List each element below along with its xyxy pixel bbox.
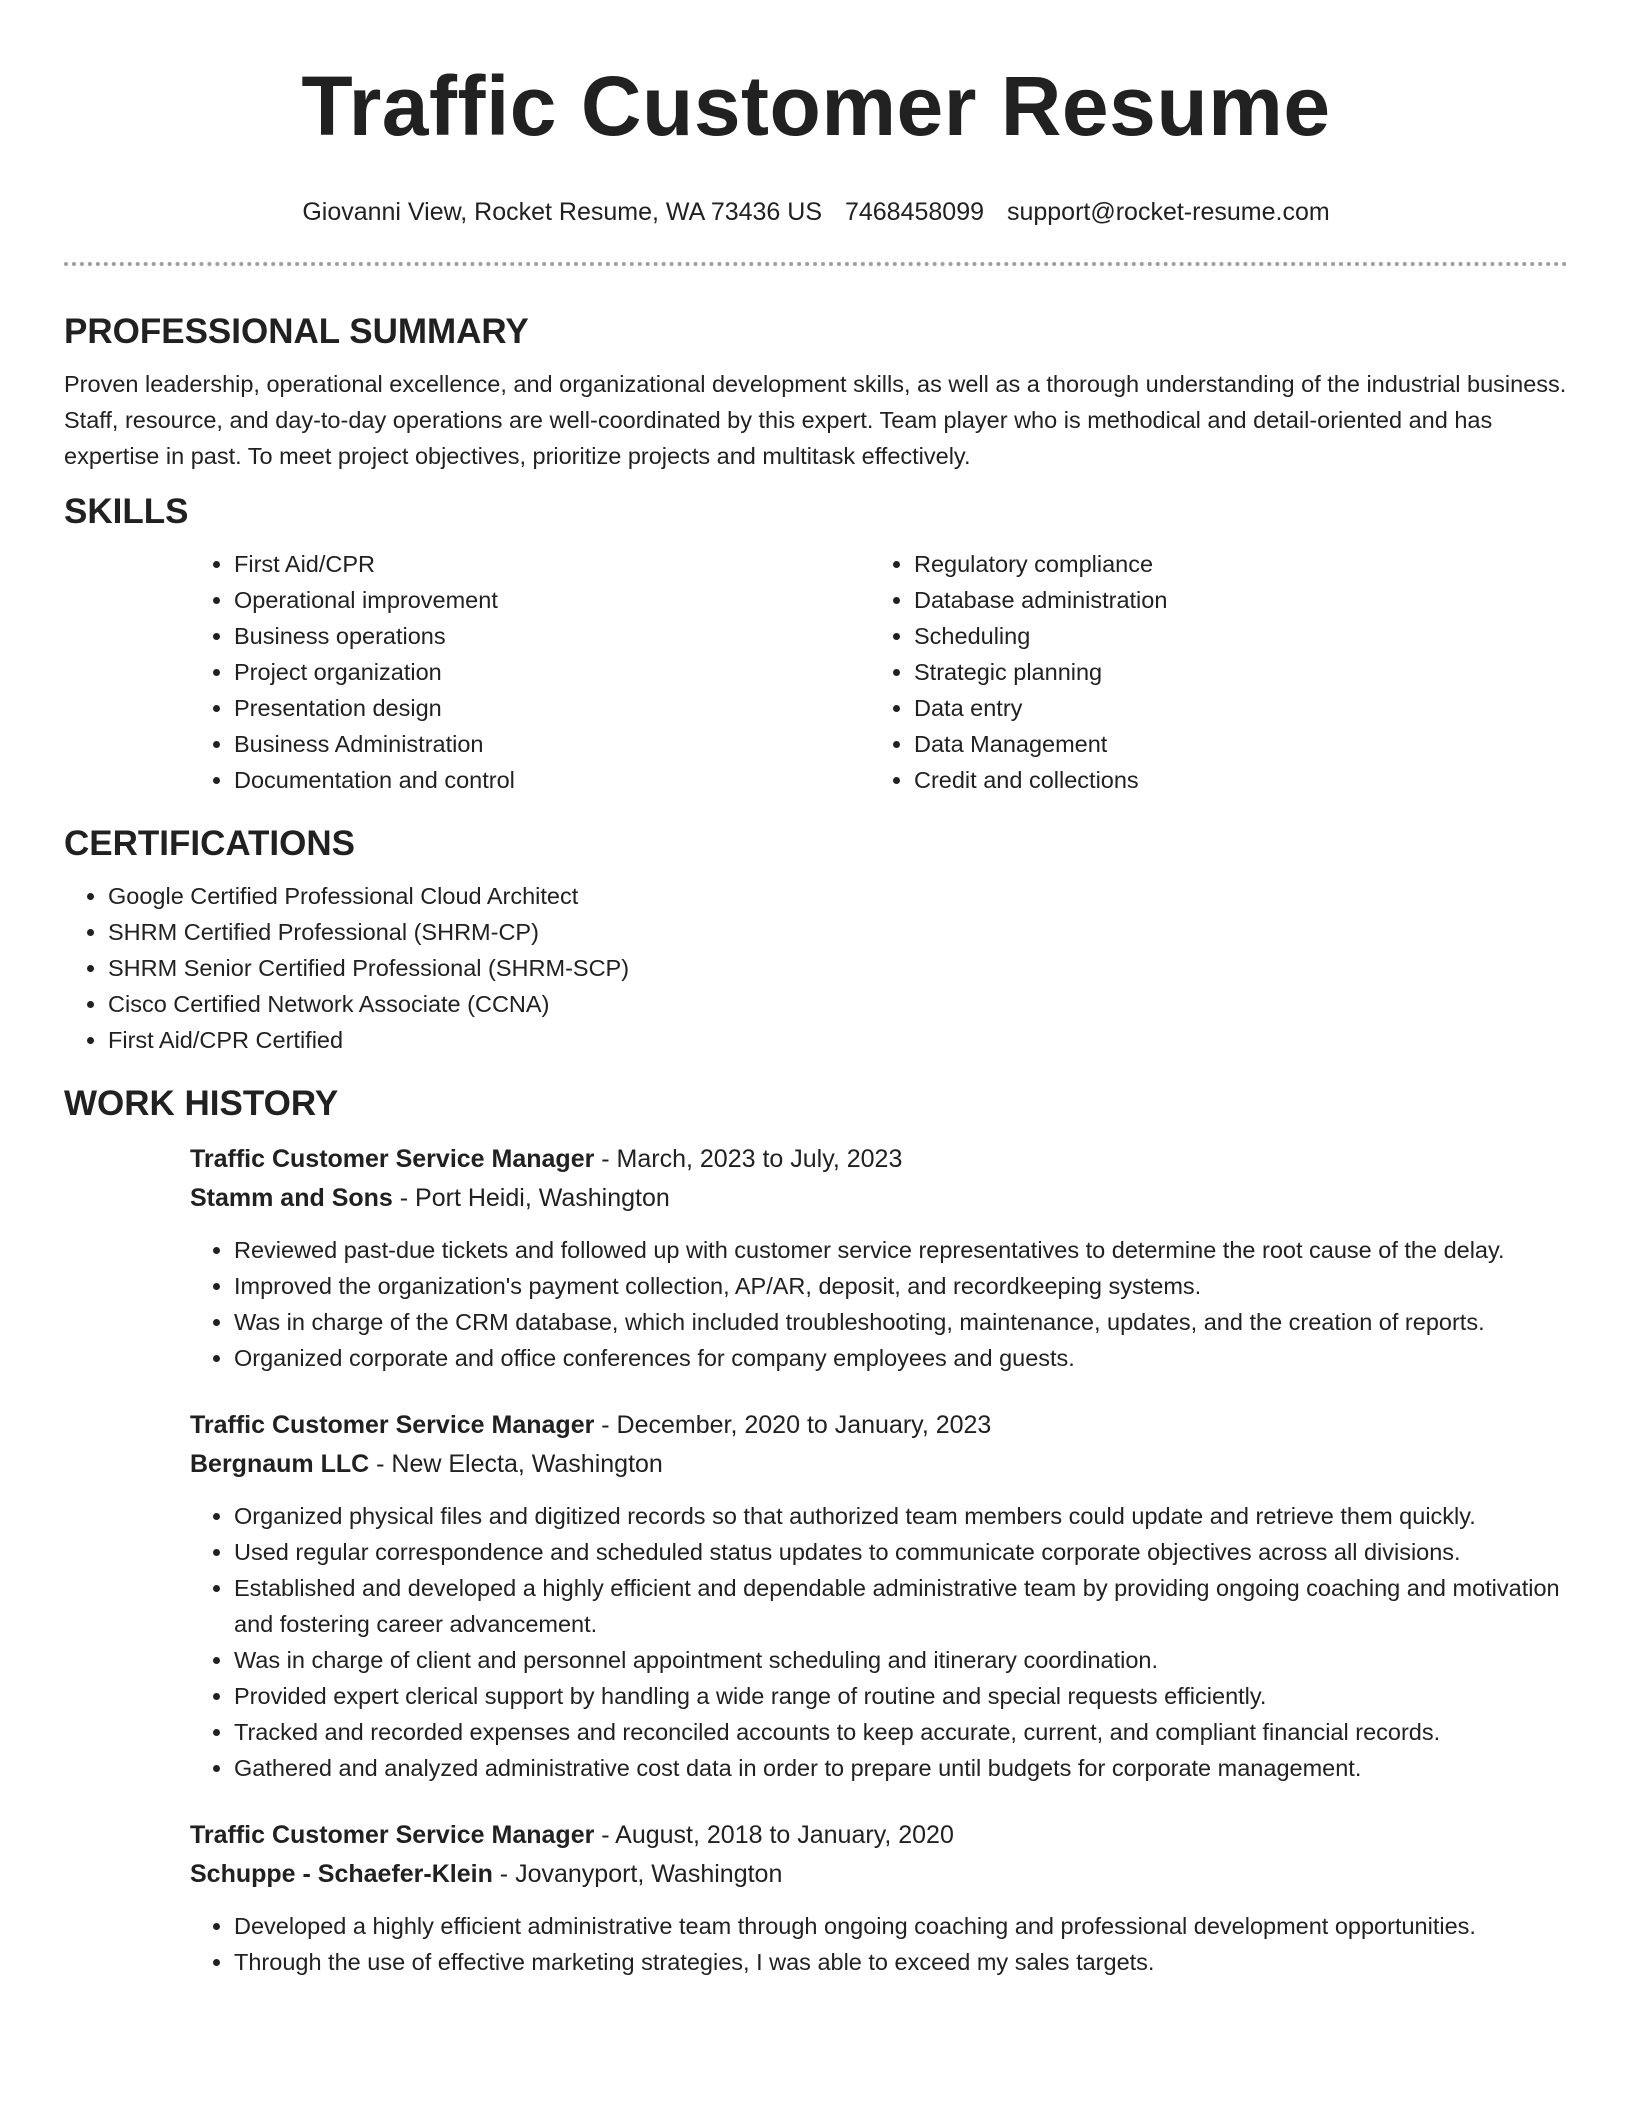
job-bullet: • Gathered and analyzed administrative cost data in order to prepare until budgets for corporate management. [234,1750,1568,1786]
job-dates: August, 2018 to January, 2020 [615,1821,954,1849]
work-history-section [64,1082,1568,1980]
job-bullet: • Established and developed a highly efficient and dependable administrative team by providing ongoing coaching and motivation and fostering career advancement. [234,1570,1568,1642]
skill-item: • Data entry [914,690,1568,726]
skill-item: • Scheduling [914,618,1568,654]
contact-line [64,196,1568,228]
summary-section [64,310,1568,474]
skill-item: • Credit and collections [914,762,1568,798]
job-bullet: • Reviewed past-due tickets and followed up with customer service representatives to determine the root cause of the delay. [234,1232,1568,1268]
job-title-line: Traffic Customer Service Manager - August, 2018 to January, 2020 [190,1821,954,1849]
job-entry [190,1140,1568,1376]
job-title: Traffic Customer Service Manager [190,1145,595,1173]
job-bullet: • Was in charge of client and personnel appointment scheduling and itinerary coordination. [234,1642,1568,1678]
job-title-line: Traffic Customer Service Manager - March, 2023 to July, 2023 [190,1145,903,1173]
job-entry [190,1816,1568,1980]
job-dates: March, 2023 to July, 2023 [616,1145,903,1173]
job-bullet: • Organized corporate and office conferences for company employees and guests. [234,1340,1568,1376]
certifications-heading: CERTIFICATIONS [64,824,356,863]
job-bullet: • Tracked and recorded expenses and reconciled accounts to keep accurate, current, and compliant financial records. [234,1714,1568,1750]
skill-item: • Presentation design [234,690,870,726]
job-bullet: • Improved the organization's payment collection, AP/AR, deposit, and recordkeeping systems. [234,1268,1568,1304]
job-bullet: • Organized physical files and digitized records so that authorized team members could update and retrieve them quickly. [234,1498,1568,1534]
certification-item: • SHRM Senior Certified Professional (SHRM-SCP) [108,950,1568,986]
certification-item: • Google Certified Professional Cloud Architect [108,878,1568,914]
job-bullets [190,1232,1568,1376]
certifications-list [64,878,1568,1058]
job-company: Schuppe - Schaefer-Klein [190,1860,493,1888]
job-company-line: Bergnaum LLC - New Electa, Washington [190,1450,663,1478]
skill-item: • Strategic planning [914,654,1568,690]
certification-item: • Cisco Certified Network Associate (CCNA) [108,986,1568,1022]
skill-item: • Documentation and control [234,762,870,798]
skill-item: • Database administration [914,582,1568,618]
job-company: Bergnaum LLC [190,1450,370,1478]
job-company: Stamm and Sons [190,1184,393,1212]
job-bullet: • Was in charge of the CRM database, which included troubleshooting, maintenance, updates, and the creation of reports. [234,1304,1568,1340]
resume-title: Traffic Customer Resume [301,59,1331,153]
skill-item: • Business operations [234,618,870,654]
summary-heading: PROFESSIONAL SUMMARY [64,312,529,351]
skill-item: • Business Administration [234,726,870,762]
job-bullets [190,1498,1568,1786]
contact-email: support@rocket-resume.com [1006,198,1330,226]
skills-left-list [190,546,870,798]
header-divider [64,262,1568,266]
job-dates: December, 2020 to January, 2023 [616,1411,992,1439]
contact-phone: 7468458099 [844,198,985,226]
summary-text: Proven leadership, operational excellence, and organizational development skills, as well as a thorough understanding of the industrial business. Staff, resource, and day-to-day operations are well-coordinated by this expert. Team player who is methodical and detail-oriented and has expertise in past. To meet project objectives, prioritize projects and multitask effectively. [64,371,1567,469]
job-entry [190,1406,1568,1786]
skills-heading: SKILLS [64,492,189,531]
job-location: New Electa, Washington [391,1450,663,1478]
job-bullet: • Developed a highly efficient administrative team through ongoing coaching and professional development opportunities. [234,1908,1568,1944]
job-location: Port Heidi, Washington [415,1184,670,1212]
job-location: Jovanyport, Washington [515,1860,783,1888]
certifications-section [64,822,1568,1058]
skill-item: • Data Management [914,726,1568,762]
skill-item: • Project organization [234,654,870,690]
skill-item: • First Aid/CPR [234,546,870,582]
skill-item: • Regulatory compliance [914,546,1568,582]
skills-right-list [870,546,1568,798]
job-bullet: • Through the use of effective marketing strategies, I was able to exceed my sales targets. [234,1944,1568,1980]
job-title-line: Traffic Customer Service Manager - December, 2020 to January, 2023 [190,1411,992,1439]
skill-item: • Operational improvement [234,582,870,618]
job-company-line: Schuppe - Schaefer-Klein - Jovanyport, Washington [190,1860,783,1888]
job-bullet: • Provided expert clerical support by handling a wide range of routine and special requests efficiently. [234,1678,1568,1714]
job-bullet: • Used regular correspondence and scheduled status updates to communicate corporate objectives across all divisions. [234,1534,1568,1570]
job-title: Traffic Customer Service Manager [190,1821,595,1849]
job-title: Traffic Customer Service Manager [190,1411,595,1439]
contact-address: Giovanni View, Rocket Resume, WA 73436 US [302,198,823,226]
certification-item: • SHRM Certified Professional (SHRM-CP) [108,914,1568,950]
skills-grid [190,546,1568,798]
work-history-heading: WORK HISTORY [64,1084,339,1123]
skills-section [64,490,1568,798]
job-bullets [190,1908,1568,1980]
job-company-line: Stamm and Sons - Port Heidi, Washington [190,1184,670,1212]
certification-item: • First Aid/CPR Certified [108,1022,1568,1058]
